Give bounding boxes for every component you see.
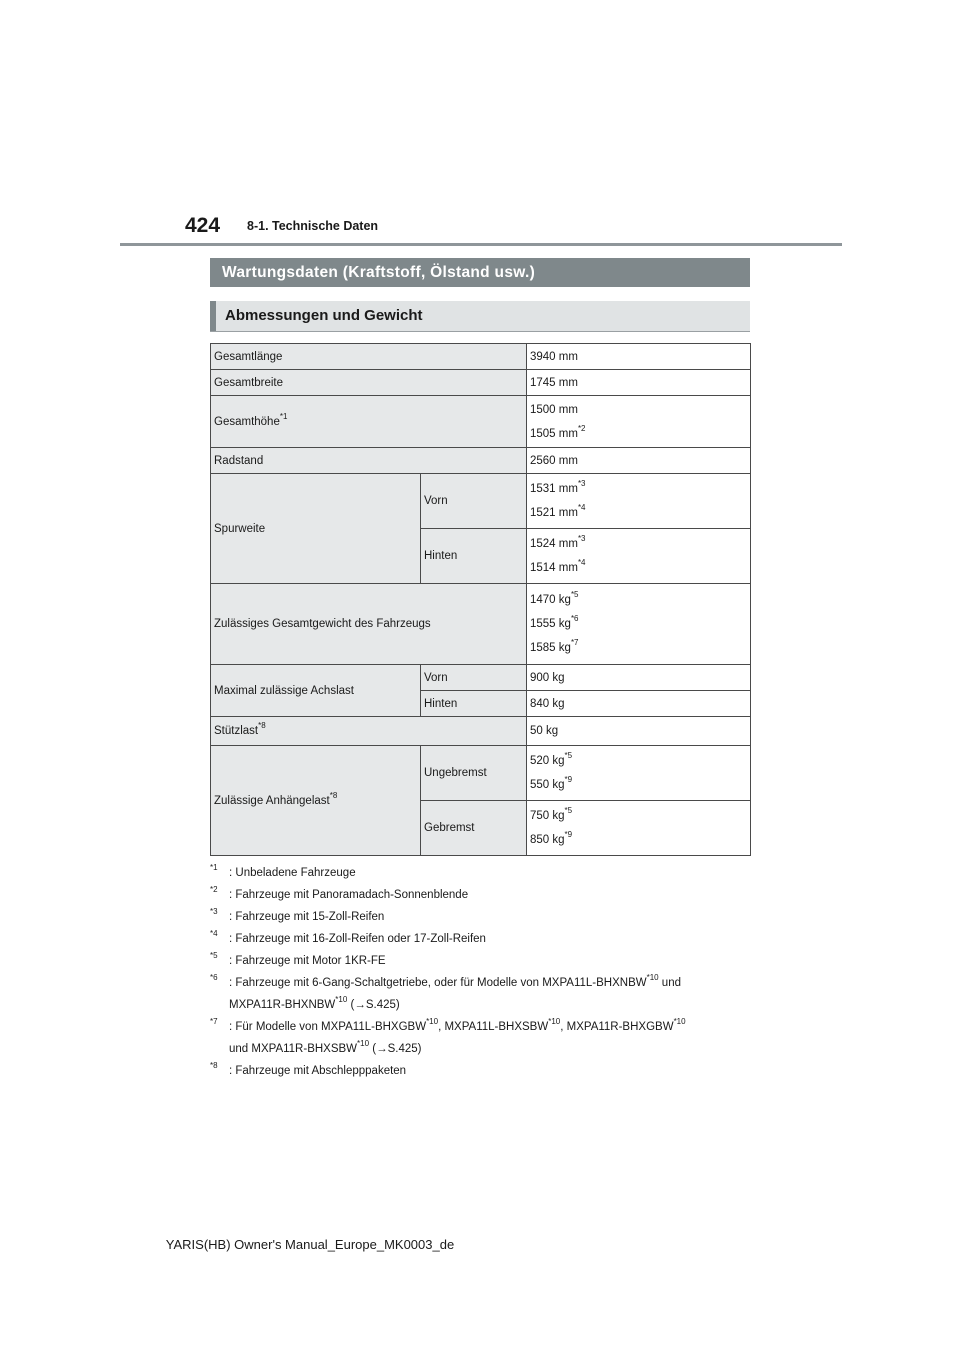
row-value: 1524 $mm^{*3}$ 1514 $mm^{*4}$ (527, 529, 751, 584)
footnote-ref: *2 (577, 423, 586, 433)
table-row (211, 746, 751, 801)
footnote: $^{*6}$ : Fahrzeuge mit 6-Gang-Schaltgetriebe, oder für Modelle von MXPA11L-BHXNBW$^{*10}$ und MXPA11R-BHXNBW$^{*10}$ (→S.425) (210, 973, 681, 1011)
table-row (211, 474, 751, 529)
sub-label: Vorn (421, 665, 527, 691)
table-row (211, 344, 751, 370)
footnote: $^{*4}$ : Fahrzeuge mit 16-Zoll-Reifen oder 17-Zoll-Reifen (210, 929, 486, 945)
page-number: 424 (185, 214, 221, 237)
row-label: Gesamtbreite (211, 370, 527, 396)
row-label: Maximal zulässige Achslast (211, 665, 421, 717)
section-title: 8-1. Technische Daten (247, 219, 379, 233)
table-row (211, 448, 751, 474)
row-value: 520 $kg^{*5}$ 550 $kg^{*9}$ (527, 746, 751, 801)
table-row (211, 665, 751, 691)
row-value: 2560 mm (527, 448, 751, 474)
subheading-rule (210, 331, 750, 332)
row-value: 1531 $mm^{*3}$ 1521 $mm^{*4}$ (527, 474, 751, 529)
chapter-banner: Wartungsdaten (Kraftstoff, Ölstand usw.) (210, 258, 750, 287)
row-label: Stützlast$^{*8}$ (211, 717, 527, 746)
row-value: 1500 mm 1505 $mm^{*2}$ (527, 396, 751, 448)
sub-label: Hinten (421, 691, 527, 717)
footnote: $^{*1}$ : Unbeladene Fahrzeuge (210, 863, 356, 879)
row-value: 840 kg (527, 691, 751, 717)
sub-label: Ungebremst (421, 746, 527, 801)
footnote: $^{*5}$ : Fahrzeuge mit Motor 1KR-FE (210, 951, 386, 967)
row-label: Radstand (211, 448, 527, 474)
table-row (211, 370, 751, 396)
row-label: Gesamthöhe$^{*1}$ (211, 396, 527, 448)
footnote-ref: *1 (279, 411, 288, 421)
footnote: $^{*2}$ : Fahrzeuge mit Panoramadach-Sonnenblende (210, 885, 469, 901)
row-value: 1745 mm (527, 370, 751, 396)
row-value: 900 kg (527, 665, 751, 691)
row-value: 750 $kg^{*5}$ 850 $kg^{*9}$ (527, 801, 751, 856)
footnote: $^{*7}$ : Für Modelle von MXPA11L-BHXGBW$^{*10}$, MXPA11L-BHXSBW$^{*10}$, MXPA11R-BHXGBW$^{*10}$ und MXPA11R-BHXSBW$^{*10}$ (→S.425) (210, 1017, 686, 1055)
footer-text: YARIS(HB) Owner's Manual_Europe_MK0003_de (165, 1237, 455, 1252)
footnote: $^{*3}$ : Fahrzeuge mit 15-Zoll-Reifen (210, 907, 385, 923)
sub-label: Vorn (421, 474, 527, 529)
row-label: Gesamtlänge (211, 344, 527, 370)
row-value: 50 kg (527, 717, 751, 746)
table-row (211, 717, 751, 746)
row-label: Zulässige Anhängelast$^{*8}$ (211, 746, 421, 856)
subheading: Abmessungen und Gewicht (210, 301, 750, 332)
header-rule (120, 243, 842, 246)
table-row (211, 584, 751, 665)
footnotes (210, 863, 770, 1086)
footnote: $^{*8}$ : Fahrzeuge mit Abschlepppaketen (210, 1061, 407, 1077)
row-label: Zulässiges Gesamtgewicht des Fahrzeugs (211, 584, 527, 665)
sub-label: Hinten (421, 529, 527, 584)
row-label: Spurweite (211, 474, 421, 584)
table-row (211, 396, 751, 448)
page-ref: (→S.425) (347, 999, 400, 1011)
page-ref: (→S.425) (369, 1043, 422, 1055)
dimensions-table (210, 343, 751, 856)
sub-label: Gebremst (421, 801, 527, 856)
row-value: 3940 mm (527, 344, 751, 370)
row-value: 1470 $kg^{*5}$ 1555 $kg^{*6}$ 1585 $kg^{*7}$ (527, 584, 751, 665)
